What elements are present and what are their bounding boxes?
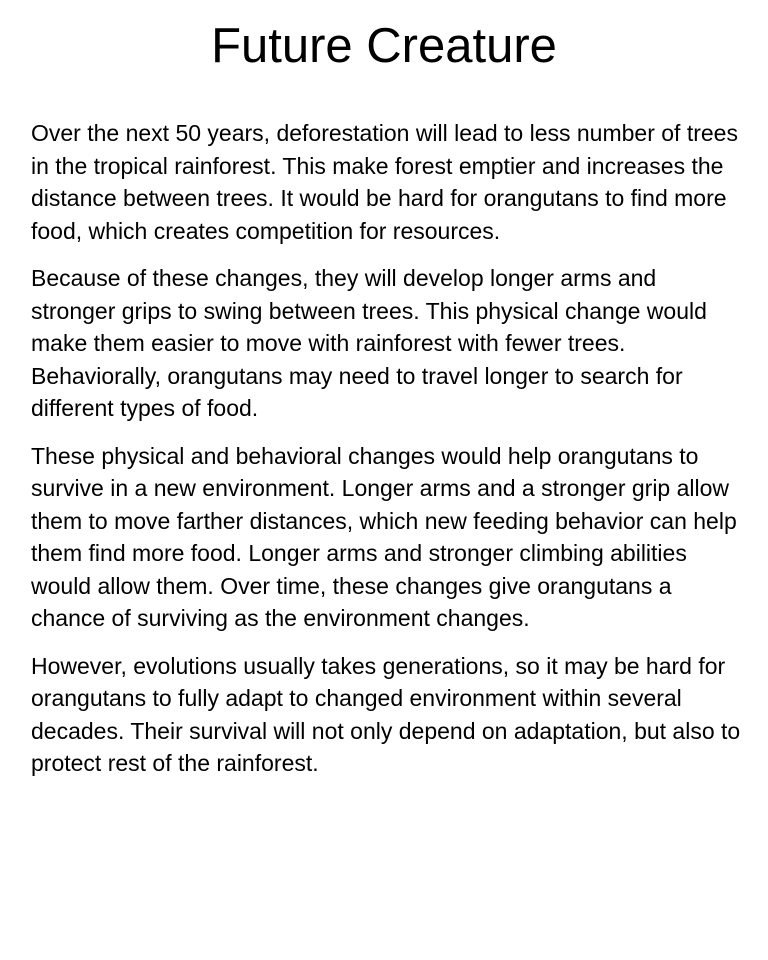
page-title: Future Creature [211,19,557,73]
paragraph-3: These physical and behavioral changes would help orangutans to survive in a new environment. Longer arms and a stronger grip allow them to move farther distances, which new feeding behavior can help them find more food. Longer arms and stronger climbing abilities would allow them. Over time, these changes give orangutans a chance of surviving as the environment changes. [31,442,737,631]
paragraph-4: However, evolutions usually takes generations, so it may be hard for orangutans to fully adapt to changed environment within several decades. Their survival will not only depend on adaptation, but also to protect rest of the rainforest. [31,652,741,776]
paragraph-2: Because of these changes, they will develop longer arms and stronger grips to swing between trees. This physical change would make them easier to move with rainforest with fewer trees. Behaviorally, orangutans may need to travel longer to search for different types of food. [31,265,707,421]
paragraph-1: Over the next 50 years, deforestation will lead to less number of trees in the tropical rainforest. This make forest emptier and increases the distance between trees. It would be hard for orangutans to find more food, which creates competition for resources. [31,120,738,244]
document-body [31,117,743,795]
